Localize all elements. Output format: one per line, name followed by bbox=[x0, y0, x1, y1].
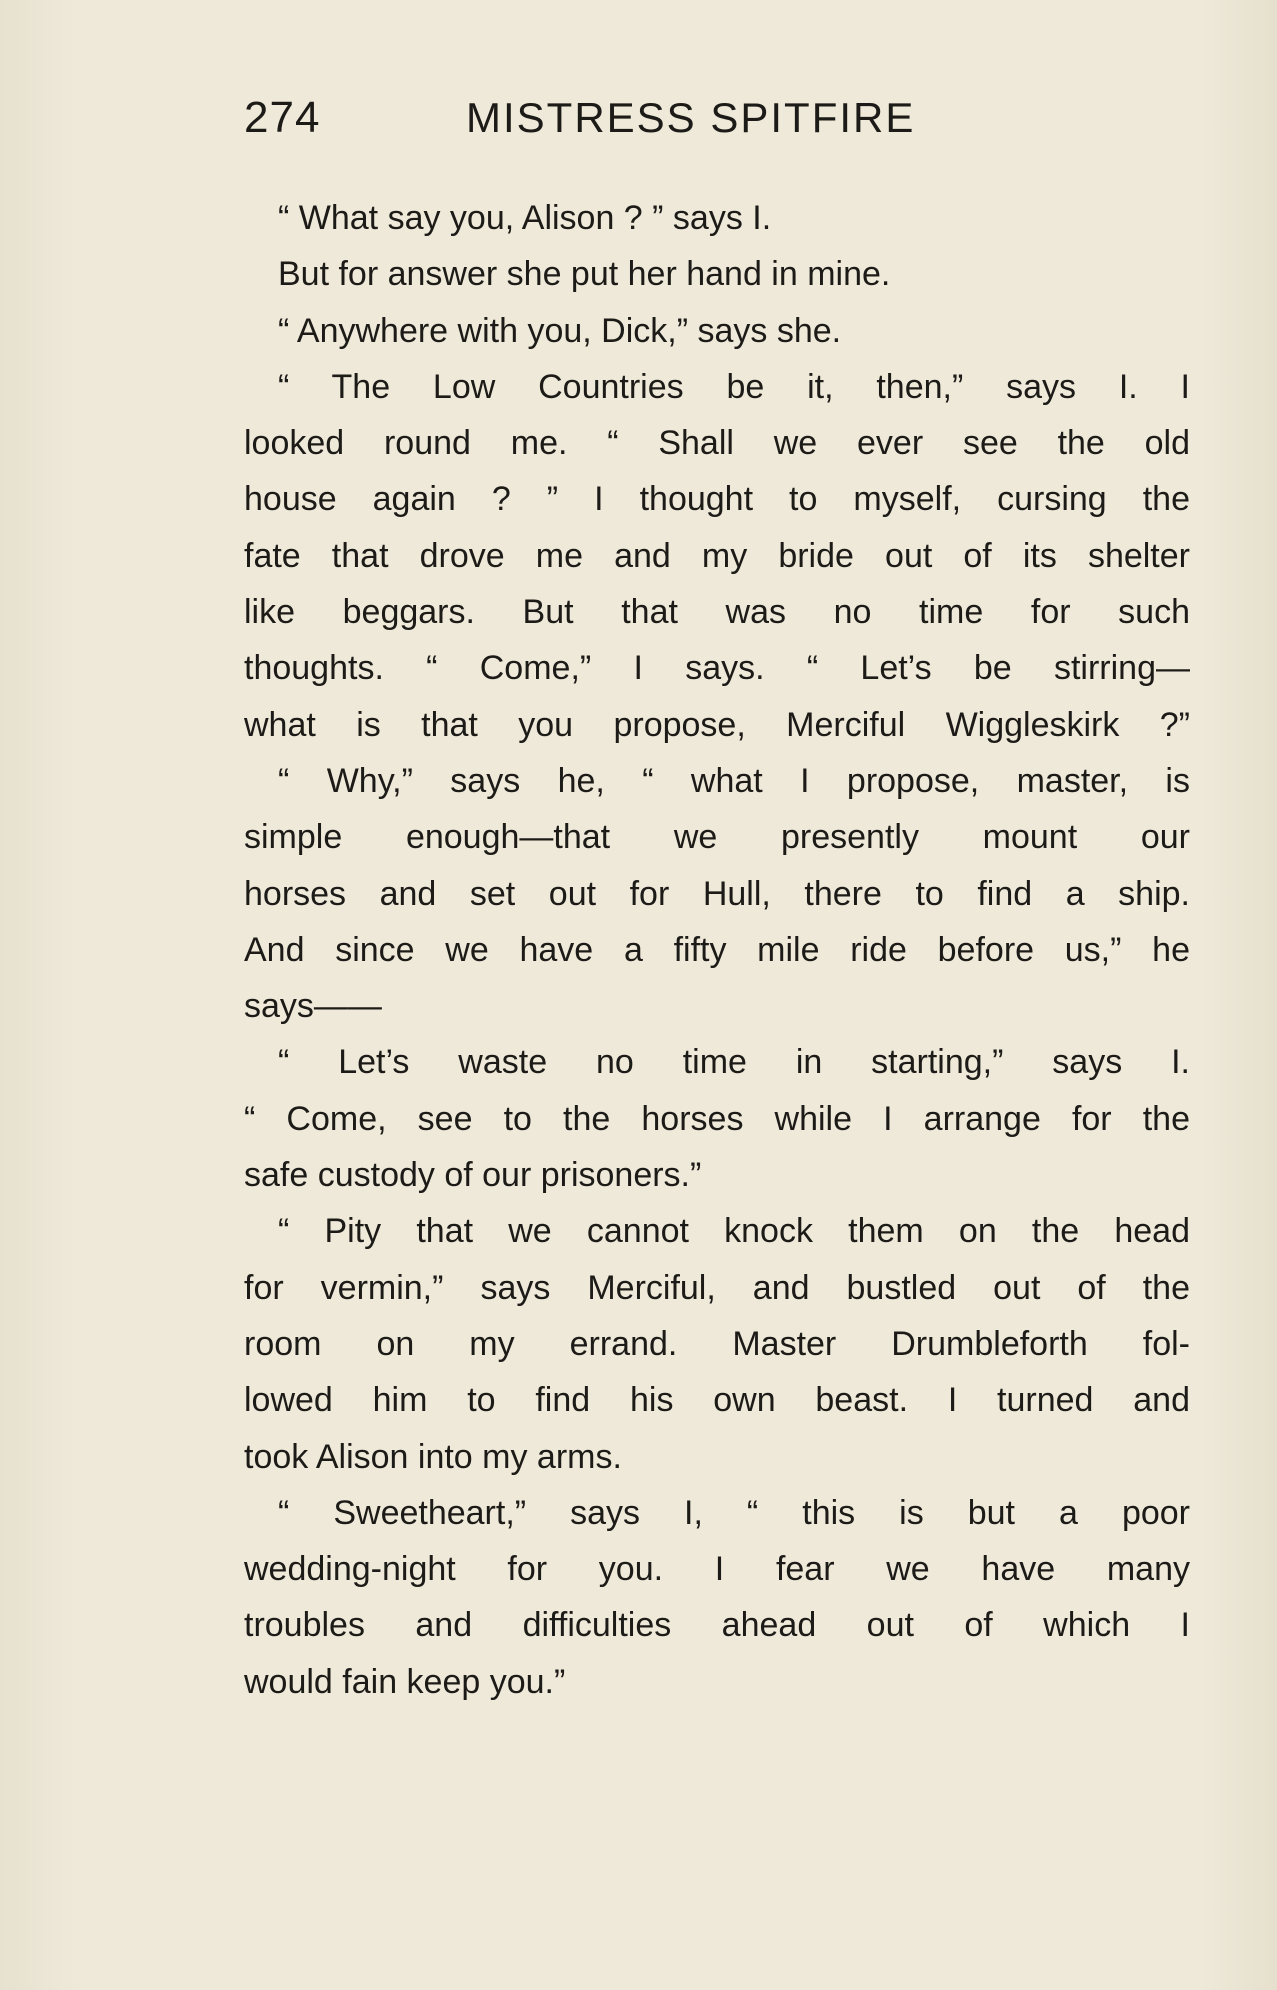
text-line: lowed him to find his own beast. I turned and bbox=[244, 1381, 1190, 1420]
text-line: for vermin,” says Merciful, and bustled out of the bbox=[244, 1268, 1190, 1307]
text-line: “ What say you, Alison ? ” says I. bbox=[278, 199, 772, 237]
text-line: troubles and difficulties ahead out of which I bbox=[244, 1606, 1190, 1645]
text-line: “ Let’s waste no time in starting,” says I. bbox=[278, 1043, 1190, 1082]
running-title: MISTRESS SPITFIRE bbox=[466, 94, 916, 141]
running-head bbox=[244, 88, 1004, 148]
text-line: And since we have a fifty mile ride before us,” he bbox=[244, 930, 1190, 969]
text-line: But for answer she put her hand in mine. bbox=[278, 255, 891, 294]
text-line: “ Why,” says he, “ what I propose, master, is bbox=[278, 761, 1190, 800]
text-line: “ Anywhere with you, Dick,” says she. bbox=[278, 311, 842, 350]
page-number: 274 bbox=[244, 93, 321, 142]
text-line: looked round me. “ Shall we ever see the old bbox=[244, 424, 1190, 463]
text-line: room on my errand. Master Drumbleforth fol- bbox=[244, 1324, 1190, 1363]
text-line: horses and set out for Hull, there to find a ship. bbox=[244, 874, 1190, 913]
text-line: “ Pity that we cannot knock them on the head bbox=[278, 1212, 1190, 1251]
text-line: wedding-night for you. I fear we have many bbox=[244, 1550, 1190, 1589]
text-line: “ Sweetheart,” says I, “ this is but a poor bbox=[278, 1493, 1190, 1532]
text-line: took Alison into my arms. bbox=[244, 1437, 622, 1476]
text-line: house again ? ” I thought to myself, cursing the bbox=[244, 480, 1190, 519]
text-line: what is that you propose, Merciful Wiggleskirk ?” bbox=[244, 705, 1190, 744]
text-line: thoughts. “ Come,” I says. “ Let’s be stirring— bbox=[244, 649, 1190, 688]
body-text bbox=[244, 190, 1190, 1710]
text-line: would fain keep you.” bbox=[244, 1662, 566, 1701]
text-line: like beggars. But that was no time for such bbox=[244, 593, 1190, 632]
text-line: safe custody of our prisoners.” bbox=[244, 1156, 702, 1195]
text-line: “ Come, see to the horses while I arrange for the bbox=[244, 1099, 1190, 1138]
text-line: “ The Low Countries be it, then,” says I. I bbox=[278, 367, 1190, 406]
text-line: says—— bbox=[244, 987, 382, 1026]
text-line: fate that drove me and my bride out of its shelter bbox=[244, 536, 1190, 575]
text-line: simple enough—that we presently mount our bbox=[244, 818, 1190, 857]
